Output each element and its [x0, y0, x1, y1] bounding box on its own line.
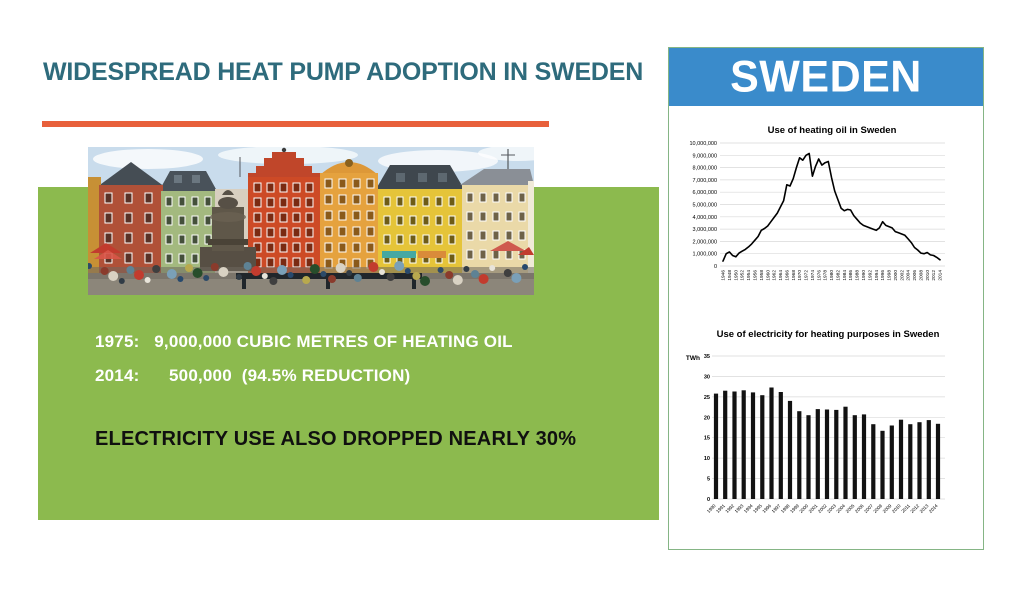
svg-text:1964: 1964 — [779, 270, 784, 281]
stat-1975-heating-oil: 1975: 9,000,000 CUBIC METRES OF HEATING OIL — [95, 332, 513, 351]
svg-text:2014: 2014 — [938, 270, 944, 281]
svg-text:2000: 2000 — [798, 503, 810, 514]
page-title: WIDESPREAD HEAT PUMP ADOPTION IN SWEDEN — [43, 58, 644, 86]
svg-text:1986: 1986 — [849, 270, 855, 281]
svg-text:1998: 1998 — [779, 503, 791, 514]
svg-text:1,000,000: 1,000,000 — [692, 251, 717, 258]
svg-text:6,000,000: 6,000,000 — [692, 190, 717, 197]
svg-text:1968: 1968 — [791, 270, 797, 281]
svg-text:1992: 1992 — [724, 503, 736, 514]
svg-text:2010: 2010 — [890, 503, 902, 514]
svg-text:2008: 2008 — [919, 270, 925, 281]
svg-text:9,000,000: 9,000,000 — [692, 153, 717, 160]
stockholm-square-photo — [88, 147, 534, 295]
svg-text:TWh: TWh — [685, 355, 700, 362]
svg-text:1980: 1980 — [830, 270, 836, 281]
svg-text:Use of electricity for heating: Use of electricity for heating purposes in Sweden — [716, 329, 940, 340]
svg-text:2009: 2009 — [881, 503, 893, 514]
svg-text:1994: 1994 — [742, 503, 754, 514]
svg-text:2005: 2005 — [844, 503, 856, 514]
svg-text:2010: 2010 — [925, 270, 931, 281]
svg-text:7,000,000: 7,000,000 — [692, 177, 717, 184]
svg-text:1996: 1996 — [881, 270, 887, 281]
svg-text:1994: 1994 — [874, 270, 880, 281]
svg-text:1946: 1946 — [721, 270, 727, 281]
svg-text:2006: 2006 — [853, 503, 865, 514]
svg-text:1976: 1976 — [817, 270, 823, 281]
svg-text:2014: 2014 — [927, 503, 939, 514]
svg-text:2004: 2004 — [906, 270, 912, 281]
svg-text:1993: 1993 — [733, 503, 745, 514]
svg-text:1972: 1972 — [804, 270, 810, 281]
title-underline-bar — [42, 121, 549, 127]
svg-text:1992: 1992 — [868, 270, 874, 281]
svg-text:2008: 2008 — [872, 503, 884, 514]
svg-text:2012: 2012 — [932, 270, 938, 281]
svg-text:2002: 2002 — [900, 270, 906, 281]
svg-text:1991: 1991 — [715, 503, 727, 514]
svg-text:1974: 1974 — [811, 270, 816, 281]
svg-text:1988: 1988 — [855, 270, 861, 281]
svg-text:1962: 1962 — [772, 270, 778, 281]
svg-text:2000: 2000 — [893, 270, 899, 281]
svg-text:2006: 2006 — [913, 270, 919, 281]
svg-text:1990: 1990 — [705, 503, 717, 514]
svg-text:1997: 1997 — [770, 503, 782, 514]
svg-text:1998: 1998 — [887, 270, 893, 281]
svg-text:1948: 1948 — [728, 270, 733, 281]
svg-text:Use of heating oil in Sweden: Use of heating oil in Sweden — [767, 125, 897, 136]
svg-text:1958: 1958 — [759, 270, 765, 281]
svg-text:2013: 2013 — [918, 503, 930, 514]
stat-2014-heating-oil: 2014: 500,000 (94.5% REDUCTION) — [95, 366, 411, 385]
sweden-panel-header — [669, 48, 983, 106]
svg-text:2,000,000: 2,000,000 — [692, 239, 717, 246]
svg-text:20: 20 — [703, 415, 710, 422]
stockholm-square-photo-art — [88, 147, 534, 295]
svg-text:1978: 1978 — [823, 270, 829, 281]
svg-text:10: 10 — [703, 456, 710, 463]
svg-text:1995: 1995 — [752, 503, 764, 514]
svg-text:1984: 1984 — [842, 270, 848, 281]
svg-text:0: 0 — [706, 497, 710, 503]
svg-text:0: 0 — [713, 264, 717, 270]
heating-oil-line-chart — [682, 120, 970, 302]
svg-text:1999: 1999 — [789, 503, 801, 514]
svg-text:10,000,000: 10,000,000 — [689, 141, 717, 147]
svg-text:2002: 2002 — [816, 503, 828, 514]
svg-text:3,000,000: 3,000,000 — [692, 227, 717, 234]
svg-text:30: 30 — [703, 374, 710, 381]
svg-text:5: 5 — [706, 476, 710, 483]
sweden-panel-title: SWEDEN — [730, 51, 922, 102]
svg-text:25: 25 — [703, 394, 710, 401]
svg-text:1952: 1952 — [740, 270, 746, 281]
svg-text:1982: 1982 — [836, 270, 842, 281]
svg-text:1970: 1970 — [798, 270, 804, 281]
svg-text:2004: 2004 — [835, 503, 847, 514]
svg-text:1966: 1966 — [785, 270, 791, 281]
svg-text:5,000,000: 5,000,000 — [692, 202, 717, 209]
svg-text:2012: 2012 — [909, 503, 921, 514]
sweden-panel — [668, 47, 984, 550]
svg-text:1956: 1956 — [753, 270, 759, 281]
svg-text:1950: 1950 — [734, 270, 740, 281]
svg-text:2011: 2011 — [900, 503, 912, 514]
svg-text:1990: 1990 — [862, 270, 867, 281]
svg-text:2003: 2003 — [826, 503, 838, 514]
svg-text:4,000,000: 4,000,000 — [692, 214, 717, 221]
svg-text:2001: 2001 — [807, 503, 819, 514]
svg-text:1960: 1960 — [766, 270, 772, 281]
svg-text:8,000,000: 8,000,000 — [692, 165, 717, 172]
svg-text:2007: 2007 — [863, 503, 875, 514]
stat-electricity-drop: ELECTRICITY USE ALSO DROPPED NEARLY 30% — [95, 428, 577, 450]
svg-text:1954: 1954 — [747, 270, 753, 281]
svg-text:35: 35 — [703, 354, 710, 360]
svg-text:15: 15 — [703, 435, 710, 442]
electricity-bar-chart — [682, 324, 970, 550]
svg-text:1996: 1996 — [761, 503, 773, 514]
